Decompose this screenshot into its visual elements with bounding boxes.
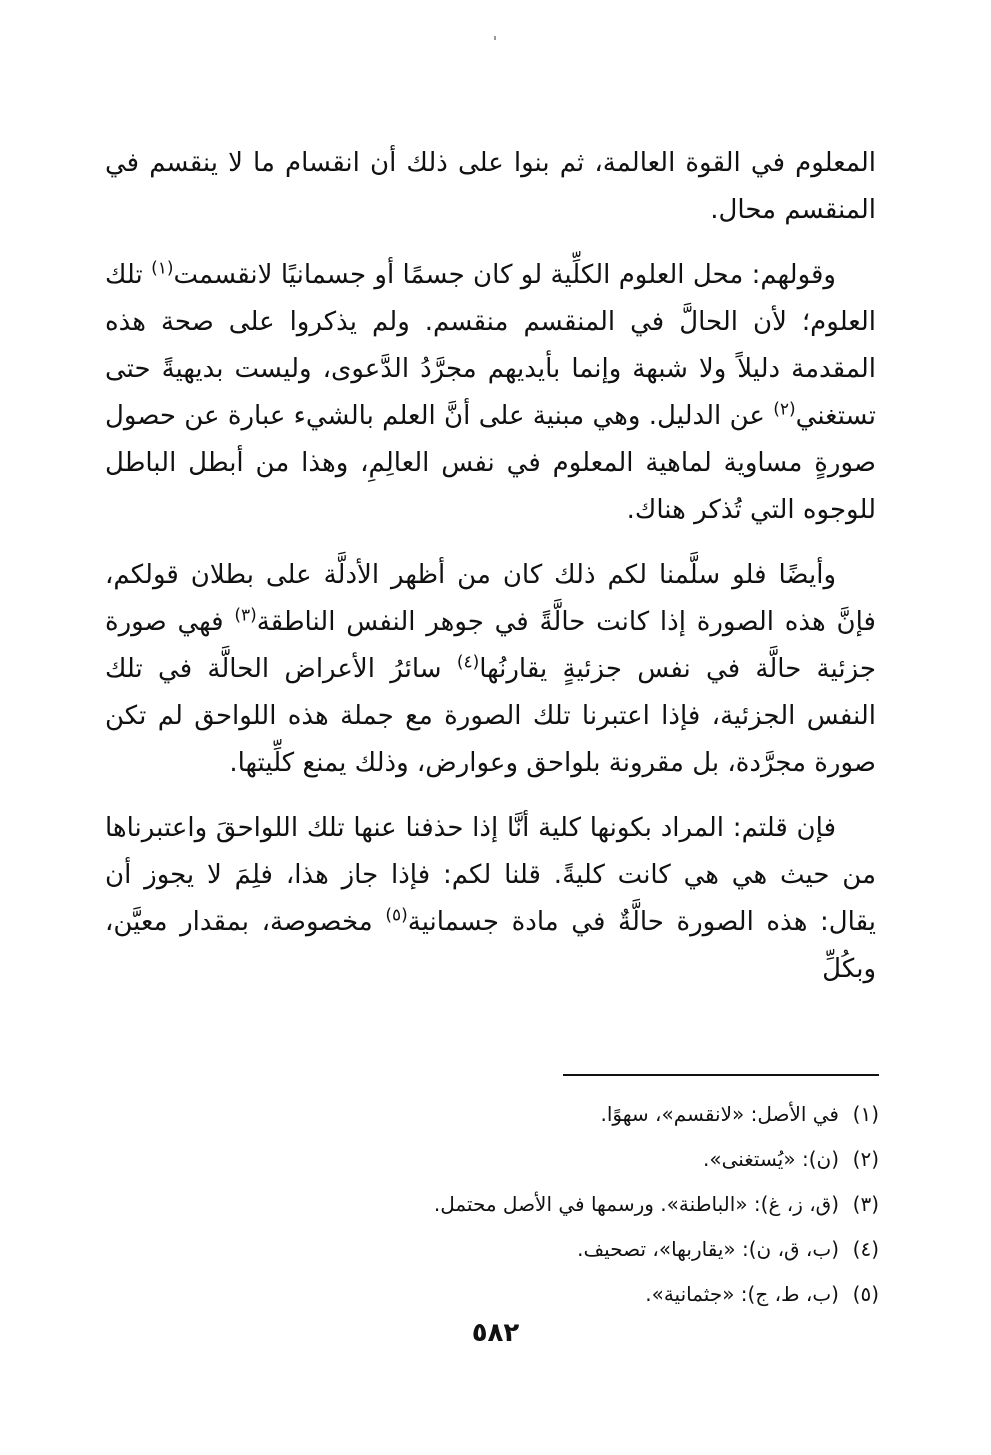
footnote bbox=[105, 1227, 879, 1272]
footnote-reference: (١) bbox=[151, 258, 174, 279]
footnote-separator bbox=[563, 1074, 879, 1076]
paragraph bbox=[105, 805, 876, 993]
footnote-text: (ن): «يُستغنى». bbox=[702, 1147, 839, 1171]
footnotes-list bbox=[105, 1092, 879, 1317]
footnote bbox=[105, 1182, 879, 1227]
main-text bbox=[105, 140, 876, 1011]
footnote-text: (ب، ط، ج): «جثمانية». bbox=[645, 1282, 839, 1306]
footnote-number: (٢) bbox=[852, 1147, 879, 1171]
footnote-number: (٣) bbox=[852, 1192, 879, 1216]
paragraph-text: سائرُ الأعراض الحالَّة في تلك النفس الجزئية، فإذا اعتبرنا تلك الصورة مع جملة هذه اللواحق لم تكن صورة مجرَّدة، بل مقرونة بلواحق وعوارض، وذلك يمنع كلِّيتها. bbox=[105, 654, 876, 778]
footnote-number: (١) bbox=[852, 1102, 879, 1126]
paragraph-text: فهي صورة جزئية حالَّة في نفس جزئيةٍ يقارنُها bbox=[105, 607, 876, 684]
footnote-reference: (٤) bbox=[456, 652, 480, 673]
paragraph-text: وقولهم: محل العلوم الكلِّية لو كان جسمًا أو جسمانيًا لانقسمت bbox=[173, 260, 836, 290]
paragraph-text: تلك العلوم؛ لأن الحالَّ في المنقسم منقسم. ولم يذكروا على صحة هذه المقدمة دليلاً ولا شبهة وإنما بأيديهم مجرَّدُ الدَّعوى، وليست بديهيةً حتى تستغني bbox=[105, 260, 876, 431]
footnote-text: في الأصل: «لانقسم»، سهوًا. bbox=[600, 1102, 839, 1126]
paragraph-text: المعلوم في القوة العالمة، ثم بنوا على ذلك أن انقسام ما لا ينقسم في المنقسم محال. bbox=[105, 148, 876, 225]
paragraph bbox=[105, 552, 876, 787]
footnote-text: (ب، ق، ن): «يقاربها»، تصحيف. bbox=[577, 1237, 839, 1261]
page-number: ٥٨٢ bbox=[471, 1318, 520, 1348]
footnote-text: (ق، ز، غ): «الباطنة». ورسمها في الأصل محتمل. bbox=[433, 1192, 839, 1216]
paragraph-text: عن الدليل. وهي مبنية على أنَّ العلم بالشيء عبارة عن حصول صورةٍ مساوية لماهية المعلوم في نفس العالِمِ، وهذا من أبطل الباطل للوجوه التي تُذكر هناك. bbox=[105, 401, 876, 525]
paragraph bbox=[105, 140, 876, 234]
footnote bbox=[105, 1137, 879, 1182]
footnote bbox=[105, 1272, 879, 1317]
paragraph-text: وأيضًا فلو سلَّمنا لكم ذلك كان من أظهر الأدلَّة على بطلان قولكم، فإنَّ هذه الصورة إذا كانت حالَّةً في جوهر النفس الناطقة bbox=[105, 560, 876, 637]
footnote bbox=[105, 1092, 879, 1137]
footnote-reference: (٢) bbox=[773, 399, 796, 420]
scan-mark bbox=[494, 36, 496, 40]
paragraph-text: مخصوصة، بمقدار معيَّن، وبكُلِّ bbox=[105, 907, 876, 984]
footnote-number: (٤) bbox=[852, 1237, 879, 1261]
footnote-reference: (٥) bbox=[385, 905, 408, 926]
footnote-number: (٥) bbox=[852, 1282, 879, 1306]
footnote-reference: (٣) bbox=[234, 605, 257, 626]
paragraph bbox=[105, 252, 876, 534]
paragraph-text: فإن قلتم: المراد بكونها كلية أنَّا إذا حذفنا عنها تلك اللواحقَ واعتبرناها من حيث هي هي كانت كليةً. قلنا لكم: فإذا جاز هذا، فلِمَ لا يجوز أن يقال: هذه الصورة حالَّةٌ في مادة جسمانية bbox=[105, 813, 876, 937]
